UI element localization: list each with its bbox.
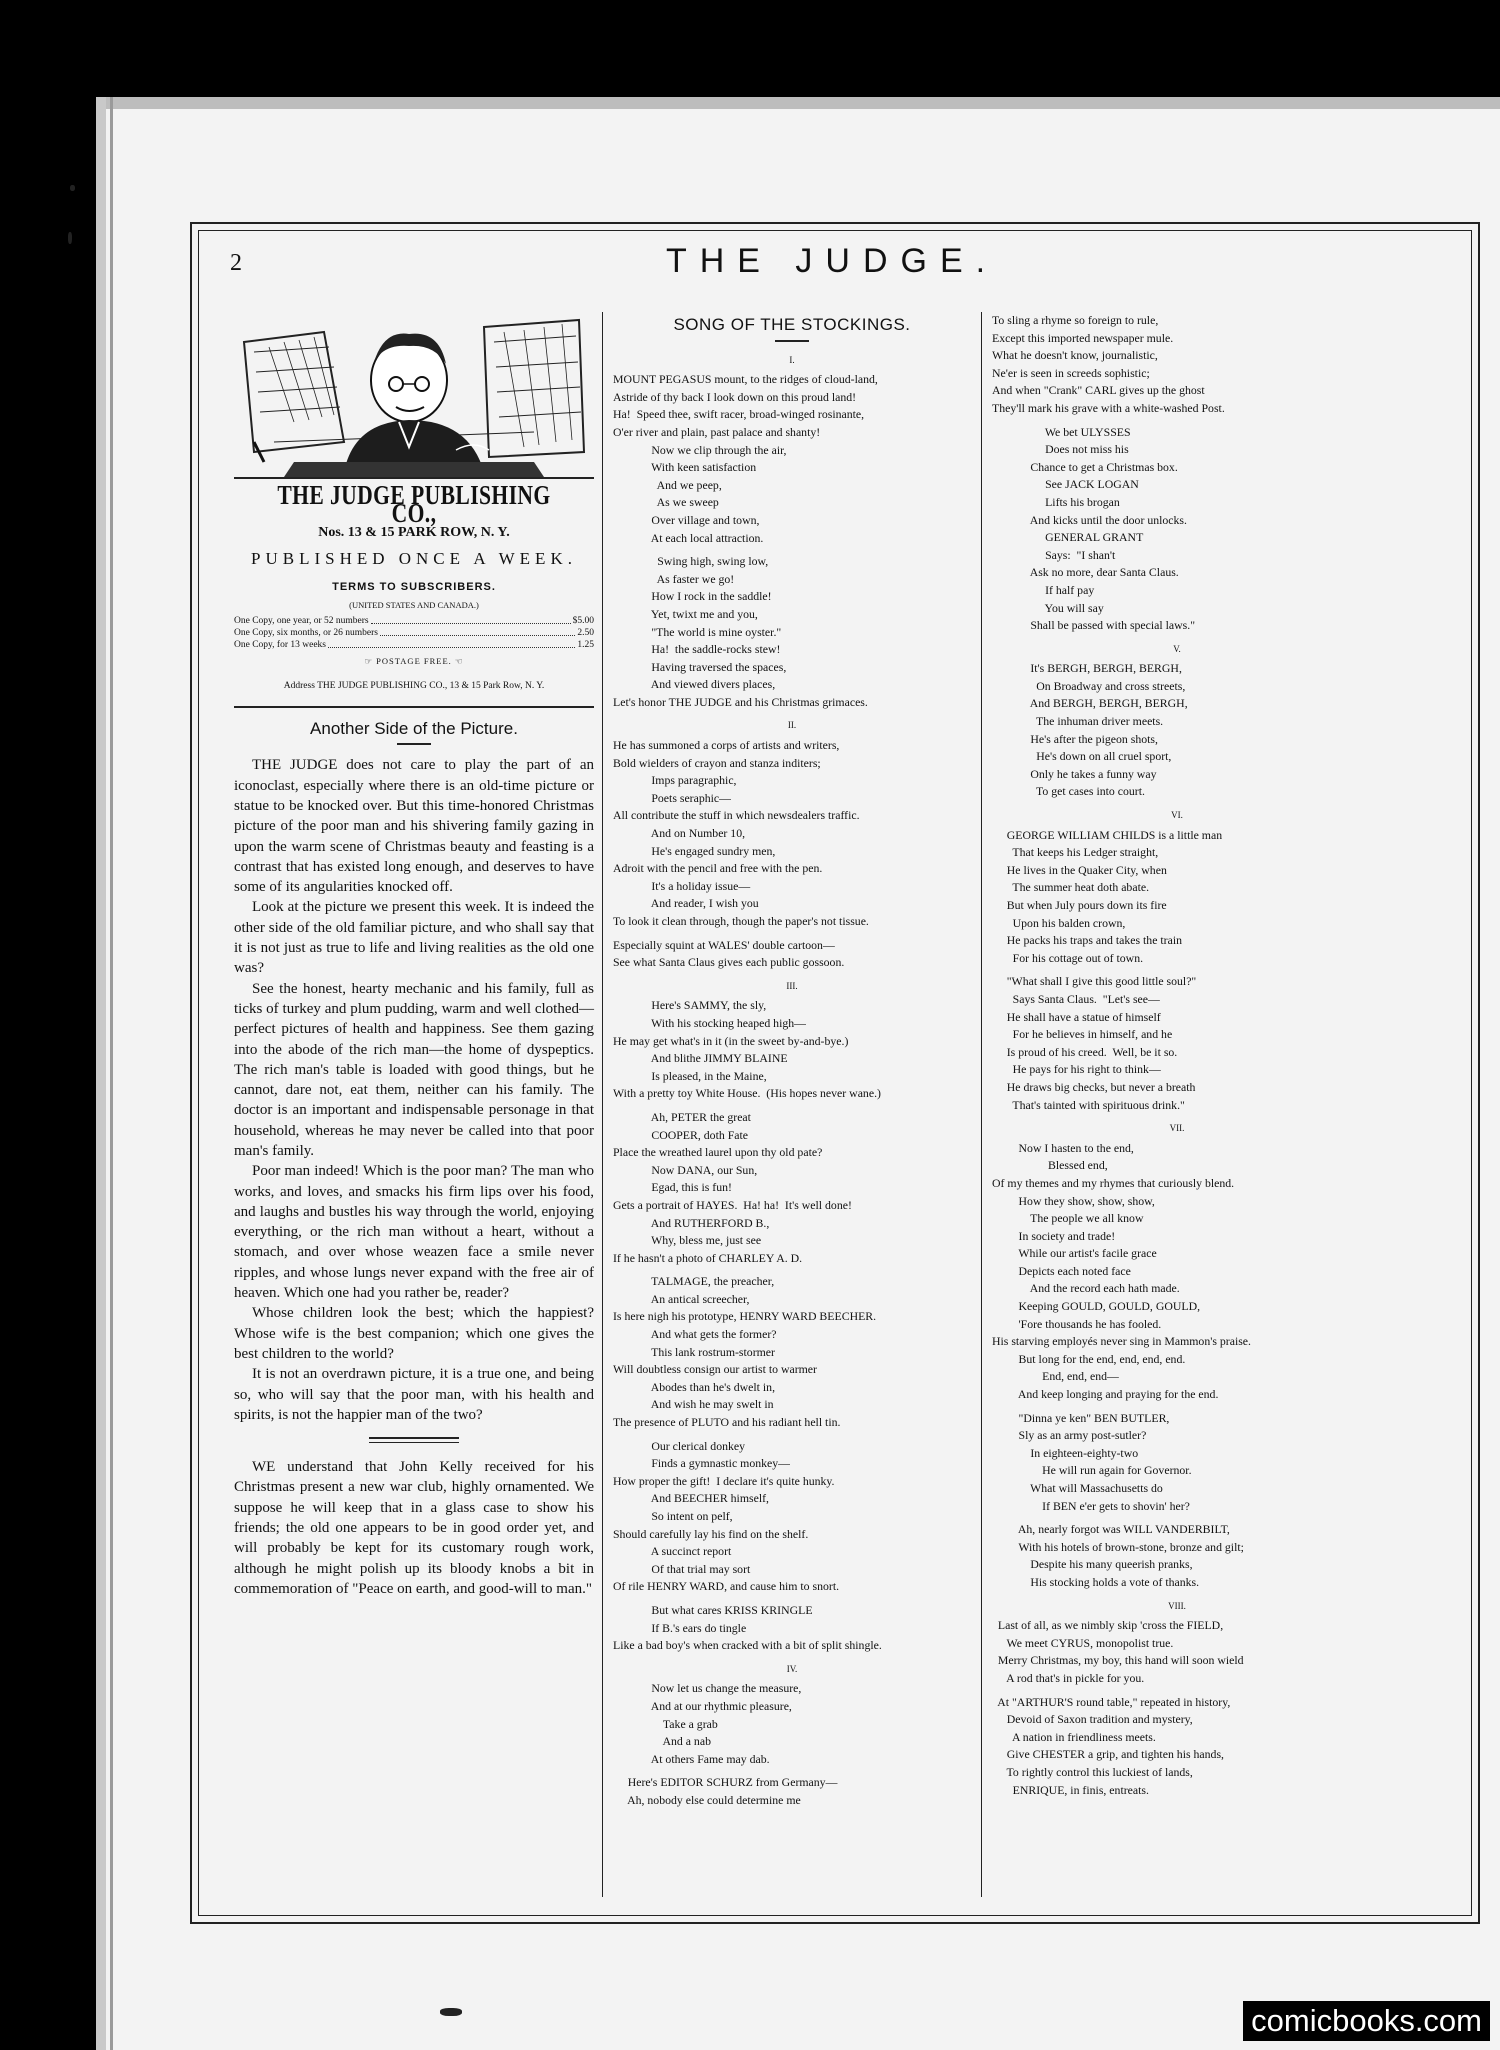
verse-line: He's down on all cruel sport, bbox=[992, 749, 1172, 764]
page-top-shadow bbox=[96, 97, 1500, 109]
verse-line: What will Massachusetts do bbox=[992, 1481, 1163, 1495]
verse-line: Will doubtless consign our artist to warmer bbox=[613, 1362, 817, 1377]
verse-number: VIII. bbox=[1168, 1600, 1186, 1611]
price-label: One Copy, one year, or 52 numbers bbox=[234, 615, 369, 626]
verse-line: Is here nigh his prototype, HENRY WARD BEECHER. bbox=[613, 1309, 877, 1324]
verse-line: Of rile HENRY WARD, and cause him to snort. bbox=[613, 1579, 840, 1594]
verse-line: We meet CYRUS, monopolist true. bbox=[992, 1635, 1174, 1650]
verse-line: All contribute the stuff in which newsdealers traffic. bbox=[613, 808, 860, 823]
article-paragraph: THE JUDGE does not care to play the part of an iconoclast, especially where there is an old-time picture or statue to be knocked over. But this time-honored Christmas picture of the poor man and his shivering family gazing in upon the warm scene of Christmas beauty and feasting is a contrast that has existed long enough, and deserves to have some of its angularities knocked off. bbox=[234, 757, 594, 896]
publication-frequency: PUBLISHED ONCE A WEEK. bbox=[251, 548, 577, 568]
verse-line: GEORGE WILLIAM CHILDS is a little man bbox=[992, 827, 1223, 842]
column-left bbox=[234, 312, 594, 1599]
verse-line: "Dinna ye ken" BEN BUTLER, bbox=[992, 1410, 1170, 1425]
price-list bbox=[234, 615, 594, 651]
page-edge bbox=[96, 97, 106, 2050]
verse-line: Of that trial may sort bbox=[613, 1561, 751, 1576]
verse-line: His stocking holds a vote of thanks. bbox=[992, 1574, 1200, 1589]
verse-line: And keep longing and praying for the end. bbox=[992, 1387, 1219, 1402]
verse-line: Adroit with the pencil and free with the pen. bbox=[613, 861, 823, 876]
publisher-contact: Address THE JUDGE PUBLISHING CO., 13 & 15 Park Row, N. Y. bbox=[234, 678, 594, 708]
verse-line: What he doesn't know, journalistic, bbox=[992, 348, 1158, 363]
verse-line: And BERGH, BERGH, BERGH, bbox=[992, 696, 1188, 711]
kelly-paragraph: WE understand that John Kelly received for his Christmas present a new war club, highly ornamented. We suppose he will keep that in a glass case to show his friends; the old one appears to be in good order yet, and will probably be kept for its customary rough work, although he might polish up its bloody knobs a bit in commemoration of "Peace on earth, and good-will to man." bbox=[234, 1459, 594, 1597]
verse-line: TALMAGE, the preacher, bbox=[613, 1274, 775, 1289]
price-value: $5.00 bbox=[572, 615, 594, 626]
verse-line: Now let us change the measure, bbox=[613, 1681, 802, 1696]
verse-line: A nation in friendliness meets. bbox=[992, 1729, 1156, 1744]
verse-line: So intent on pelf, bbox=[613, 1509, 733, 1523]
verse-line: If he hasn't a photo of CHARLEY A. D. bbox=[613, 1250, 803, 1265]
editor-illustration bbox=[234, 312, 594, 479]
scan-speck bbox=[70, 185, 75, 191]
verse-line: And reader, I wish you bbox=[613, 896, 759, 911]
verse-line: Lifts his brogan bbox=[992, 494, 1120, 509]
article-paragraph: Look at the picture we present this week. It is indeed the other side of the old familiar picture, and who shall say that it is not just as true to life and living realities as the old one was? bbox=[234, 899, 594, 977]
page-number: 2 bbox=[230, 250, 242, 276]
verse-line: Yet, twixt me and you, bbox=[613, 606, 758, 621]
verse-line: Finds a gymnastic monkey— bbox=[613, 1456, 790, 1471]
verse-line: His starving employés never sing in Mammon's praise. bbox=[992, 1334, 1251, 1349]
verse-line: The inhuman driver meets. bbox=[992, 714, 1164, 729]
verse-line: At each local attraction. bbox=[613, 530, 764, 545]
verse-line: That's tainted with spirituous drink." bbox=[992, 1097, 1185, 1112]
verse-line: He draws big checks, but never a breath bbox=[992, 1079, 1196, 1094]
verse-number: III. bbox=[786, 980, 798, 991]
verse-line: And wish he may swelt in bbox=[613, 1397, 774, 1412]
verse-line: Egad, this is fun! bbox=[613, 1180, 732, 1195]
verse-line: He will run again for Governor. bbox=[992, 1463, 1192, 1478]
verse-line: And when "Crank" CARL gives up the ghost bbox=[992, 383, 1205, 398]
scan-speck bbox=[68, 232, 72, 244]
verse-line: And RUTHERFORD B., bbox=[613, 1215, 770, 1230]
price-label: One Copy, for 13 weeks bbox=[234, 639, 326, 650]
price-value: 2.50 bbox=[577, 627, 594, 638]
verse-line: Says Santa Claus. "Let's see— bbox=[992, 991, 1160, 1006]
verse-line: With a pretty toy White House. (His hopes never wane.) bbox=[613, 1086, 881, 1101]
verse-line: A rod that's in pickle for you. bbox=[992, 1670, 1145, 1685]
verse-line: And we peep, bbox=[613, 477, 722, 492]
verse-line: With keen satisfaction bbox=[613, 460, 757, 475]
article-title: Another Side of the Picture. bbox=[310, 718, 518, 738]
verse-line: He shall have a statue of himself bbox=[992, 1009, 1161, 1024]
verse-line: Chance to get a Christmas box. bbox=[992, 459, 1178, 474]
verse-line: If B.'s ears do tingle bbox=[613, 1620, 747, 1635]
verse-line: Astride of thy back I look down on this proud land! bbox=[613, 389, 857, 404]
verse-line: The people we all know bbox=[992, 1211, 1144, 1226]
verse-line: Poets seraphic— bbox=[613, 790, 731, 805]
article-paragraph: Whose children look the best; which the happiest? Whose wife is the best companion; which one gives the best children to the world? bbox=[234, 1305, 594, 1362]
verse-line: Last of all, as we nimbly skip 'cross the FIELD, bbox=[992, 1618, 1224, 1633]
verse-line: Imps paragraphic, bbox=[613, 773, 737, 788]
verse-line: Take a grab bbox=[613, 1716, 718, 1731]
verse-line: With his stocking heaped high— bbox=[613, 1015, 806, 1030]
verse-line: And on Number 10, bbox=[613, 826, 746, 841]
terms-subtitle: (UNITED STATES AND CANADA.) bbox=[349, 599, 479, 610]
verse-line: Ah, nobody else could determine me bbox=[613, 1792, 801, 1807]
verse-line: "The world is mine oyster." bbox=[613, 624, 782, 639]
section-divider bbox=[369, 1437, 459, 1443]
verse-line: Give CHESTER a grip, and tighten his hands, bbox=[992, 1747, 1224, 1762]
verse-line: He's engaged sundry men, bbox=[613, 843, 776, 858]
verse-line: Depicts each noted face bbox=[992, 1263, 1131, 1278]
verse-line: At "ARTHUR'S round table," repeated in history, bbox=[992, 1694, 1231, 1709]
verse-line: It's BERGH, BERGH, BERGH, bbox=[992, 661, 1182, 676]
price-row bbox=[234, 639, 594, 651]
verse-line: See what Santa Claus gives each public gossoon. bbox=[613, 955, 845, 970]
verse-line: To look it clean through, though the paper's not tissue. bbox=[613, 914, 869, 928]
verse-line: O'er river and plain, past palace and shanty! bbox=[613, 424, 821, 439]
verse-line: Upon his balden crown, bbox=[992, 915, 1126, 930]
verse-number: I. bbox=[789, 354, 795, 365]
verse-line: And kicks until the door unlocks. bbox=[992, 512, 1187, 527]
price-row bbox=[234, 627, 594, 639]
verse-line: See JACK LOGAN bbox=[992, 477, 1139, 492]
verse-line: While our artist's facile grace bbox=[992, 1246, 1157, 1261]
verse-line: Like a bad boy's when cracked with a bit of split shingle. bbox=[613, 1638, 882, 1653]
verse-line: It's a holiday issue— bbox=[613, 878, 751, 893]
verse-line: With his hotels of brown-stone, bronze and gilt; bbox=[992, 1539, 1244, 1554]
verse-line: That keeps his Ledger straight, bbox=[992, 845, 1159, 860]
verse-line: And blithe JIMMY BLAINE bbox=[613, 1051, 788, 1066]
verse-line: If BEN e'er gets to shovin' her? bbox=[992, 1498, 1190, 1513]
verse-line: Now DANA, our Sun, bbox=[613, 1162, 758, 1177]
scan-speck bbox=[440, 2008, 462, 2016]
verse-line: Is proud of his creed. Well, be it so. bbox=[992, 1044, 1178, 1059]
postage-note: ☞ POSTAGE FREE. ☜ bbox=[364, 655, 464, 666]
verse-line: End, end, end— bbox=[992, 1369, 1119, 1384]
verse-line: He packs his traps and takes the train bbox=[992, 933, 1183, 948]
page-frame bbox=[190, 222, 1480, 1924]
column-right bbox=[992, 312, 1362, 1799]
page-edge-line bbox=[110, 97, 113, 2050]
verse-line: He has summoned a corps of artists and writers, bbox=[613, 738, 840, 753]
terms-title: TERMS TO SUBSCRIBERS. bbox=[332, 581, 496, 594]
verse-line: We bet ULYSSES bbox=[992, 424, 1131, 439]
masthead-title: THE JUDGE. bbox=[665, 242, 999, 280]
verse-line: GENERAL GRANT bbox=[992, 530, 1144, 545]
verse-line: MOUNT PEGASUS mount, to the ridges of cloud-land, bbox=[613, 372, 878, 387]
verse-number: II. bbox=[787, 720, 797, 731]
verse-line: The summer heat doth abate. bbox=[992, 880, 1150, 895]
article-paragraph: Poor man indeed! Which is the poor man? The man who works, and loves, and smacks his firm lips over his food, and laughs and bustles his way through the world, enjoying everything, or the rich man without a heart, without a stomach, and over whose weazen face a smile never ripples, and whose lungs never expand with the free air of heaven. Which one had you rather be, reader? bbox=[234, 1163, 594, 1302]
verse-line: How proper the gift! I declare it's quite hunky. bbox=[613, 1473, 835, 1488]
verse-line: You will say bbox=[992, 600, 1104, 615]
verse-line: He may get what's in it (in the sweet by-and-bye.) bbox=[613, 1033, 849, 1048]
site-watermark: comicbooks.com bbox=[1243, 2001, 1490, 2041]
song-title-rule bbox=[775, 340, 809, 342]
verse-line: Over village and town, bbox=[613, 512, 760, 527]
song-title: SONG OF THE STOCKINGS. bbox=[673, 315, 911, 334]
verse-line: Here's SAMMY, the sly, bbox=[613, 998, 767, 1013]
price-label: One Copy, six months, or 26 numbers bbox=[234, 627, 378, 638]
verse-line: Ha! the saddle-rocks stew! bbox=[613, 642, 781, 657]
verse-line: And a nab bbox=[613, 1734, 711, 1749]
verse-line: Shall be passed with special laws." bbox=[992, 618, 1196, 633]
verse-number: VI. bbox=[1171, 810, 1183, 821]
verse-line: For his cottage out of town. bbox=[992, 950, 1144, 965]
verse-line: And what gets the former? bbox=[613, 1327, 777, 1342]
verse-line: How I rock in the saddle! bbox=[613, 589, 772, 604]
verse-line: But what cares KRISS KRINGLE bbox=[613, 1602, 813, 1617]
verse-line: ENRIQUE, in finis, entreats. bbox=[992, 1782, 1149, 1797]
verse-line: This lank rostrum-stormer bbox=[613, 1344, 775, 1359]
verse-line: Says: "I shan't bbox=[992, 547, 1116, 562]
verse-line: Is pleased, in the Maine, bbox=[613, 1068, 767, 1083]
verse-line: But long for the end, end, end, end. bbox=[992, 1351, 1186, 1366]
verse-line: As faster we go! bbox=[613, 571, 735, 586]
verse-line: 'Fore thousands he has fooled. bbox=[992, 1316, 1162, 1331]
verse-line: And at our rhythmic pleasure, bbox=[613, 1698, 792, 1713]
verse-line: As we sweep bbox=[613, 495, 719, 510]
verse-line: Especially squint at WALES' double cartoon— bbox=[613, 937, 835, 952]
verse-line: They'll mark his grave with a white-washed Post. bbox=[992, 400, 1225, 415]
verse-line: Except this imported newspaper mule. bbox=[992, 330, 1174, 345]
title-rule bbox=[397, 743, 431, 745]
verse-line: Gets a portrait of HAYES. Ha! ha! It's well done! bbox=[613, 1197, 852, 1212]
judge-editor-drawing bbox=[234, 312, 594, 477]
verse-line: Having traversed the spaces, bbox=[613, 659, 787, 674]
verse-line: A succinct report bbox=[613, 1544, 732, 1559]
verse-line: Blessed end, bbox=[992, 1158, 1108, 1173]
verse-line: Despite his many queerish pranks, bbox=[992, 1557, 1193, 1572]
price-row bbox=[234, 615, 594, 627]
verse-line: Ha! Speed thee, swift racer, broad-winged rosinante, bbox=[613, 407, 865, 422]
verse-line: Of my themes and my rhymes that curiously blend. bbox=[992, 1175, 1235, 1190]
song-verses-part1 bbox=[613, 352, 971, 1810]
verse-line: Does not miss his bbox=[992, 442, 1129, 457]
verse-line: How they show, show, show, bbox=[992, 1193, 1155, 1208]
verse-line: Swing high, swing low, bbox=[613, 554, 769, 569]
article-paragraph: See the honest, hearty mechanic and his family, full as ticks of turkey and plum pudding, warm and well clothed—perfect pictures of health and happiness. See them gazing into the abode of the rich man—the home of dyspeptics. The rich man's table is loaded with good things, but he cannot, dare not, eat them, neither can his family. The doctor is an important and indispensable personage in that household, whereas he may never be called into that poor man's family. bbox=[234, 980, 594, 1159]
price-value: 1.25 bbox=[577, 639, 594, 650]
verse-line: Ask no more, dear Santa Claus. bbox=[992, 565, 1179, 580]
verse-number: IV. bbox=[786, 1663, 798, 1674]
verse-line: Should carefully lay his find on the shelf. bbox=[613, 1526, 809, 1541]
verse-line: He pays for his right to think— bbox=[992, 1062, 1161, 1077]
verse-line: Sly as an army post-sutler? bbox=[992, 1428, 1147, 1443]
verse-line: Here's EDITOR SCHURZ from Germany— bbox=[613, 1775, 838, 1790]
verse-line: Ah, nearly forgot was WILL VANDERBILT, bbox=[992, 1522, 1230, 1537]
verse-line: Ne'er is seen in screeds sophistic; bbox=[992, 365, 1150, 380]
verse-line: Now I hasten to the end, bbox=[992, 1140, 1134, 1155]
verse-line: "What shall I give this good little soul?" bbox=[992, 974, 1197, 989]
publisher-name: THE JUDGE PUBLISHING CO., bbox=[277, 480, 551, 528]
verse-line: Devoid of Saxon tradition and mystery, bbox=[992, 1712, 1193, 1727]
verse-line: Bold wielders of crayon and stanza inditers; bbox=[613, 755, 821, 770]
verse-line: Only he takes a funny way bbox=[992, 766, 1157, 781]
verse-number: V. bbox=[1173, 643, 1181, 654]
verse-line: Merry Christmas, my boy, this hand will soon wield bbox=[992, 1653, 1244, 1668]
verse-line: An antical screecher, bbox=[613, 1291, 750, 1306]
verse-line: Keeping GOULD, GOULD, GOULD, bbox=[992, 1299, 1201, 1314]
verse-line: Now we clip through the air, bbox=[613, 442, 787, 457]
verse-line: He's after the pigeon shots, bbox=[992, 731, 1158, 746]
verse-line: In society and trade! bbox=[992, 1228, 1116, 1243]
song-verses-part2 bbox=[992, 312, 1362, 1799]
verse-line: In eighteen-eighty-two bbox=[992, 1445, 1139, 1460]
article-paragraph: It is not an overdrawn picture, it is a true one, and being so, who will say that the poor man, with his health and spirits, is not the happier man of the two? bbox=[234, 1366, 594, 1423]
verse-number: VII. bbox=[1169, 1123, 1185, 1134]
verse-line: Our clerical donkey bbox=[613, 1438, 746, 1453]
verse-line: Ah, PETER the great bbox=[613, 1109, 751, 1124]
verse-line: On Broadway and cross streets, bbox=[992, 678, 1186, 693]
verse-line: Place the wreathed laurel upon thy old pate? bbox=[613, 1145, 823, 1160]
verse-line: For he believes in himself, and he bbox=[992, 1027, 1173, 1042]
verse-line: To get cases into court. bbox=[992, 784, 1145, 799]
verse-line: COOPER, doth Fate bbox=[613, 1127, 749, 1142]
verse-line: Why, bless me, just see bbox=[613, 1233, 762, 1248]
verse-line: Abodes than he's dwelt in, bbox=[613, 1379, 776, 1394]
verse-line: Let's honor THE JUDGE and his Christmas grimaces. bbox=[613, 694, 868, 709]
verse-line: And viewed divers places, bbox=[613, 677, 776, 692]
verse-line: And the record each hath made. bbox=[992, 1281, 1180, 1296]
verse-line: He lives in the Quaker City, when bbox=[992, 862, 1167, 877]
verse-line: To sling a rhyme so foreign to rule, bbox=[992, 313, 1159, 327]
page-header bbox=[212, 242, 1452, 282]
verse-line: To rightly control this luckiest of lands, bbox=[992, 1764, 1193, 1779]
verse-line: At others Fame may dab. bbox=[613, 1751, 770, 1766]
verse-line: And BEECHER himself, bbox=[613, 1491, 769, 1506]
verse-line: The presence of PLUTO and his radiant hell tin. bbox=[613, 1415, 841, 1430]
publisher-address: Nos. 13 & 15 PARK ROW, N. Y. bbox=[318, 525, 510, 541]
column-middle bbox=[602, 312, 982, 1897]
verse-line: But when July pours down its fire bbox=[992, 898, 1167, 912]
verse-line: If half pay bbox=[992, 582, 1095, 597]
